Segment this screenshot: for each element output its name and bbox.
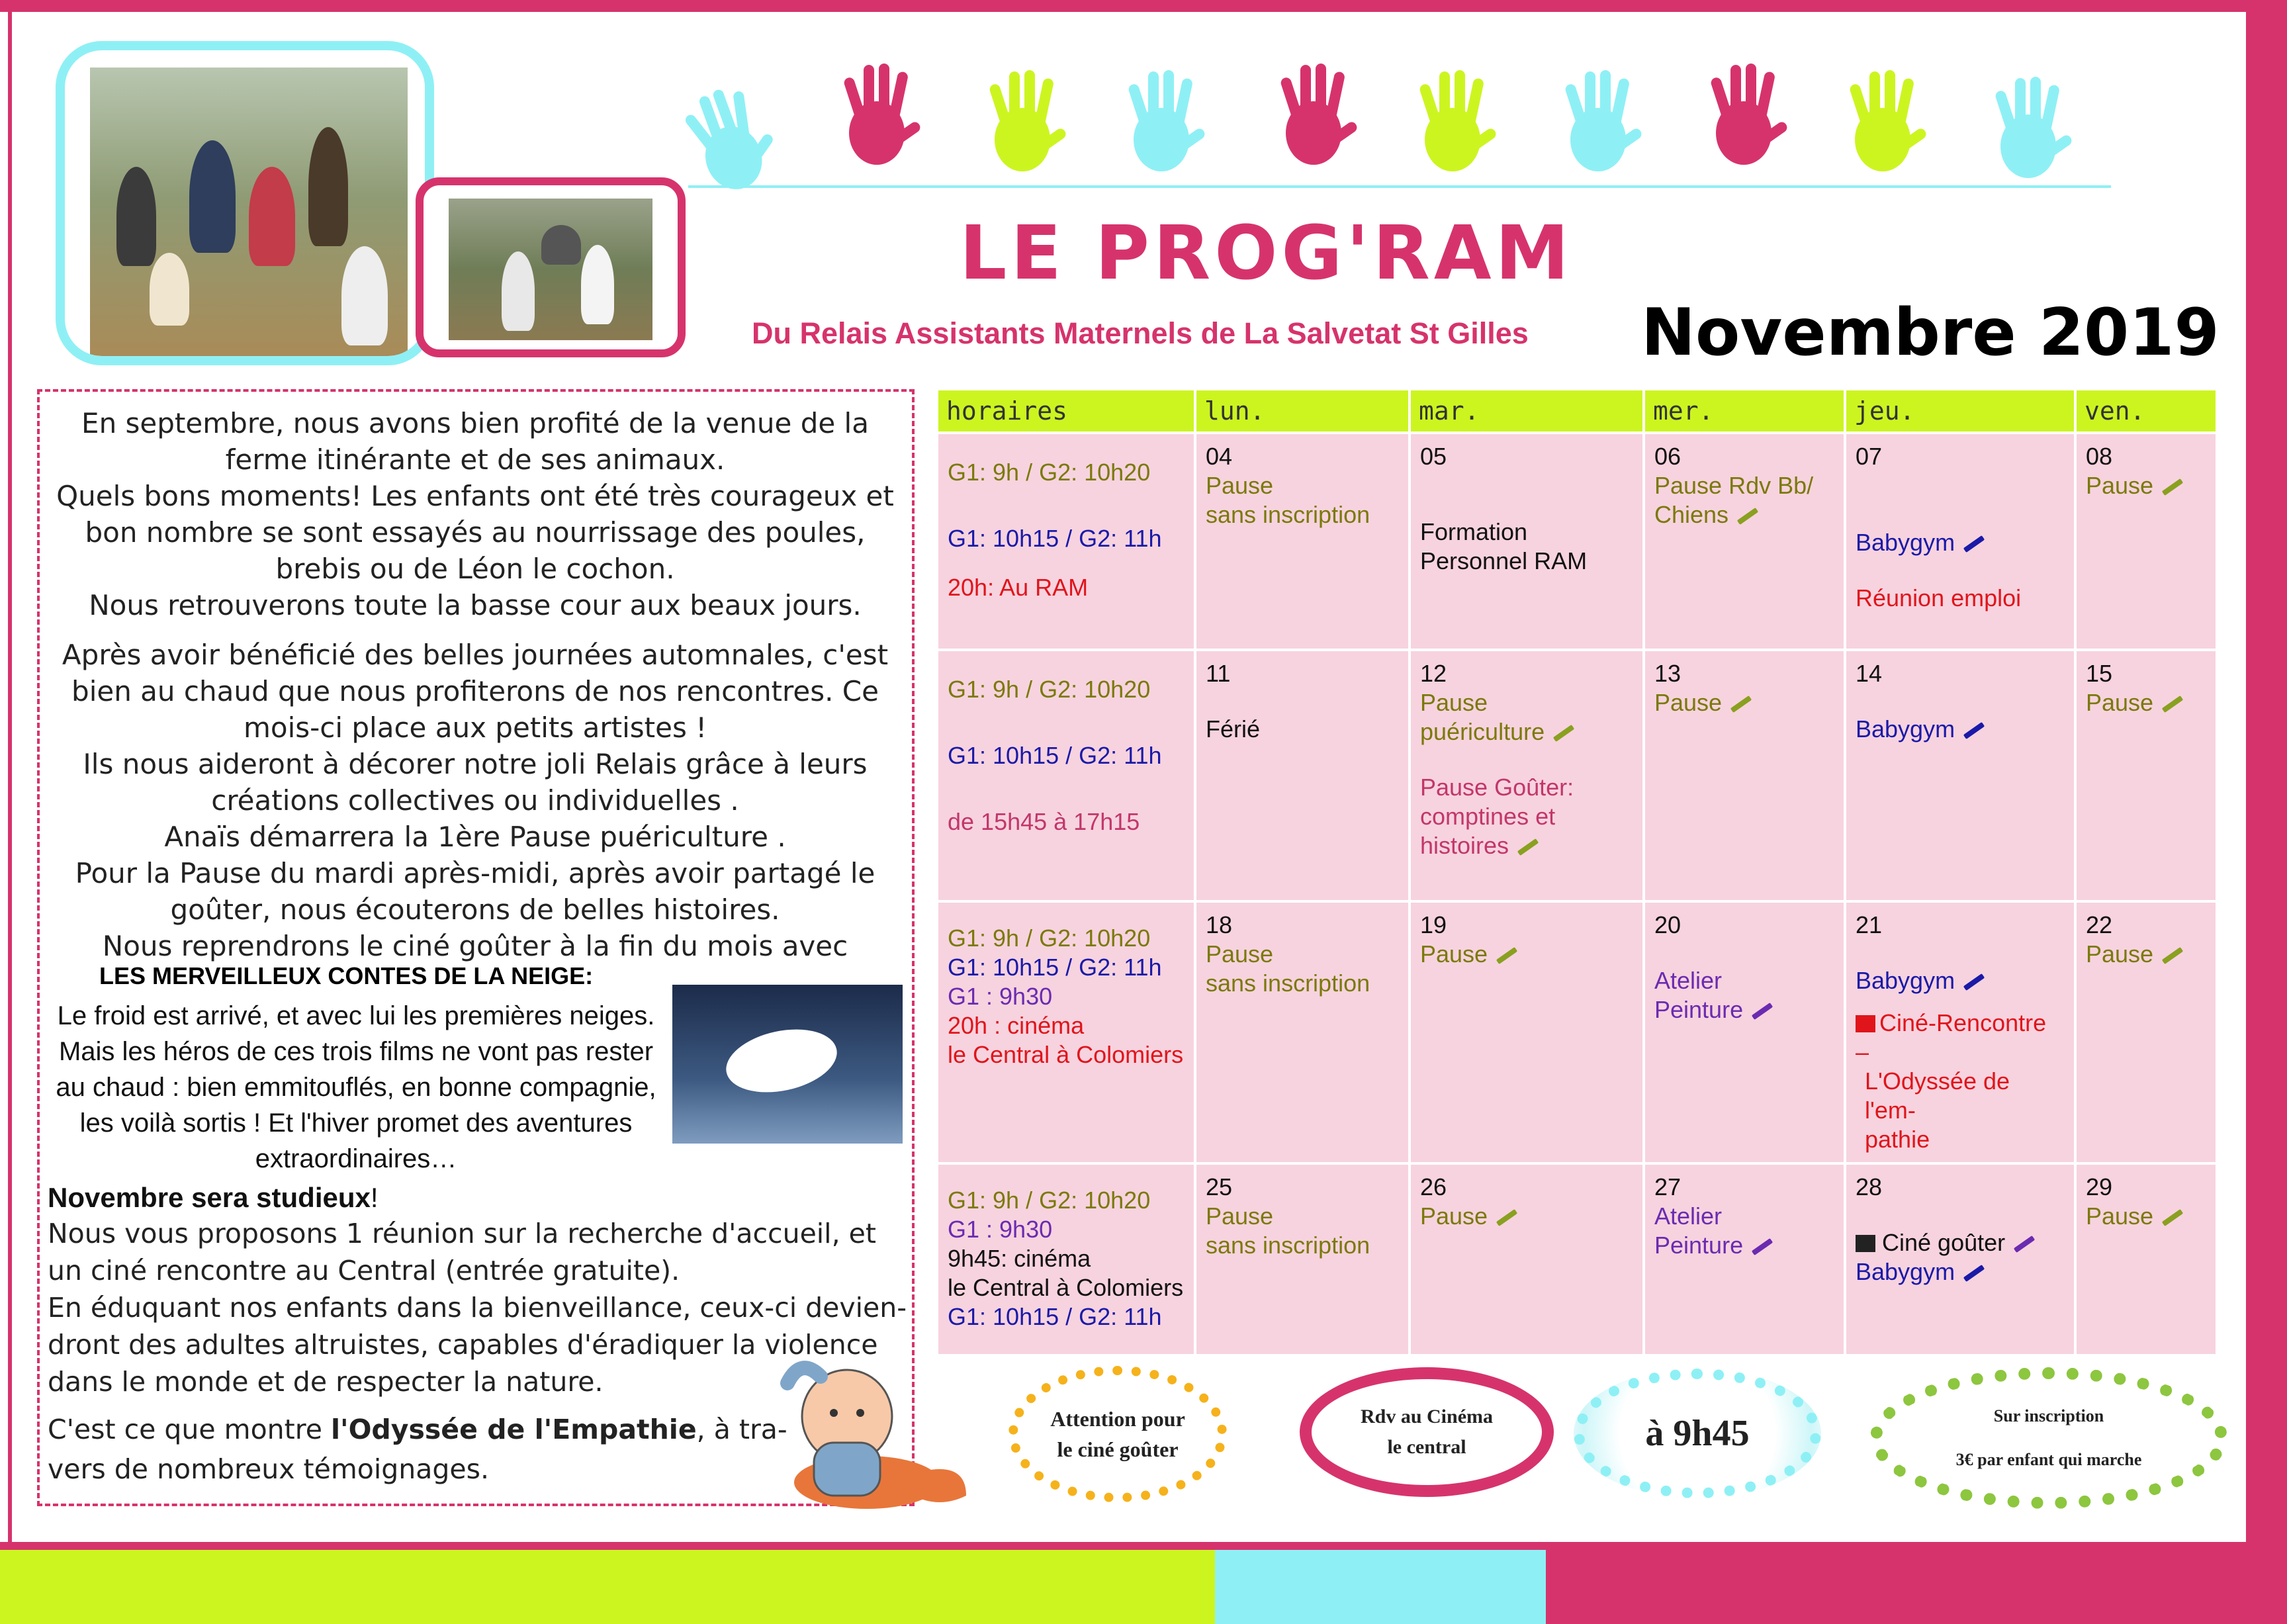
event-label: Chiens bbox=[1654, 501, 1729, 528]
day-number: 14 bbox=[1856, 660, 1883, 687]
intro-text: Nous reprendrons le ciné goûter à la fin du mois avec bbox=[102, 930, 848, 962]
intro-text: Quels bons moments! Les enfants ont été très courageux et bon nombre se sont essayés au nourrissage des poules, brebis ou de Léon le cochon. bbox=[56, 480, 894, 585]
event-label: Babygym bbox=[1856, 967, 1955, 994]
day-cell bbox=[1846, 1165, 2074, 1354]
horaire: le Central à Colomiers bbox=[948, 1274, 1184, 1301]
header-lundi: lun. bbox=[1196, 390, 1408, 431]
top-border bbox=[0, 0, 2287, 12]
day-cell bbox=[1411, 903, 1642, 1162]
event-label: Pause bbox=[1420, 940, 1488, 968]
body-text: En éduquant nos enfants dans la bienveillance, ceux-ci devien-dront des adultes altruistes, capables d'éradiquer la violence dans le monde et de respecter la nature. bbox=[48, 1292, 907, 1398]
header-divider bbox=[688, 185, 2111, 188]
horaire: G1: 9h / G2: 10h20 bbox=[948, 1187, 1151, 1214]
day-cell bbox=[1196, 651, 1408, 900]
event-label: Pause Rdv Bb/ bbox=[1654, 472, 1814, 499]
horaire: 9h45: cinéma bbox=[948, 1245, 1091, 1272]
event-label: histoires bbox=[1420, 832, 1509, 859]
event-label: Babygym bbox=[1856, 1258, 1955, 1285]
notice-line: Rdv au Cinéma bbox=[1360, 1406, 1494, 1427]
event-label: puériculture bbox=[1420, 718, 1545, 745]
event-label: sans inscription bbox=[1206, 970, 1370, 997]
pencil-icon bbox=[2014, 1236, 2035, 1253]
horaire: G1 : 9h30 bbox=[948, 983, 1053, 1010]
day-cell bbox=[1411, 434, 1642, 649]
calendar-table bbox=[936, 388, 2218, 1357]
event-label: sans inscription bbox=[1206, 1232, 1370, 1259]
notice-line: 3€ par enfant qui marche bbox=[1955, 1450, 2142, 1469]
notice-line: Attention pour bbox=[1050, 1407, 1185, 1431]
notice-line: Sur inscription bbox=[1993, 1406, 2104, 1425]
event-label: Pause bbox=[2086, 1202, 2154, 1230]
pencil-icon bbox=[1752, 1003, 1773, 1020]
pencil-icon bbox=[2162, 947, 2183, 964]
pencil-icon bbox=[1496, 1209, 1517, 1226]
horaire: G1: 10h15 / G2: 11h bbox=[948, 1303, 1162, 1330]
page-subtitle: Du Relais Assistants Maternels de La Salvetat St Gilles bbox=[752, 316, 1529, 350]
day-number: 29 bbox=[2086, 1173, 2113, 1200]
horaire: 20h : cinéma bbox=[948, 1012, 1085, 1039]
horaires-cell bbox=[938, 434, 1194, 649]
day-cell bbox=[2077, 1165, 2216, 1354]
event-label: Pause bbox=[2086, 472, 2154, 499]
right-border bbox=[2246, 0, 2287, 1624]
notice-line: le ciné goûter bbox=[1057, 1437, 1179, 1461]
bottom-stripe-lime bbox=[0, 1550, 1215, 1624]
day-number: 08 bbox=[2086, 443, 2113, 470]
odyssee-title: l'Odyssée de l'Empathie bbox=[330, 1414, 697, 1445]
event-label: Pause bbox=[1206, 1202, 1274, 1230]
farm-photo-large bbox=[56, 41, 434, 365]
event-label: Ciné goûter bbox=[1882, 1229, 2006, 1256]
horaire: G1: 10h15 / G2: 11h bbox=[948, 525, 1162, 552]
odyssee-pre: C'est ce que montre bbox=[48, 1414, 331, 1445]
pencil-icon bbox=[1963, 1265, 1985, 1282]
event-label: comptines et bbox=[1420, 803, 1556, 830]
calendar-header-row bbox=[938, 390, 2216, 431]
horaires-cell bbox=[938, 1165, 1194, 1354]
horaires-cell bbox=[938, 651, 1194, 900]
horaire: G1: 10h15 / G2: 11h bbox=[948, 954, 1162, 981]
day-cell bbox=[1196, 434, 1408, 649]
bottom-stripe-pink bbox=[1546, 1550, 2287, 1624]
event-label: Atelier bbox=[1654, 1202, 1723, 1230]
event-label: Atelier bbox=[1654, 967, 1723, 994]
day-cell bbox=[2077, 651, 2216, 900]
day-cell bbox=[2077, 434, 2216, 649]
horaire: G1: 9h / G2: 10h20 bbox=[948, 676, 1151, 703]
day-number: 22 bbox=[2086, 911, 2113, 938]
handprint-icons bbox=[668, 50, 2111, 196]
day-cell bbox=[1411, 651, 1642, 900]
day-number: 18 bbox=[1206, 911, 1233, 938]
event-label: L'Odyssée de l'em- bbox=[1865, 1067, 2010, 1124]
intro-paragraph-2 bbox=[45, 637, 905, 964]
pencil-icon bbox=[1496, 947, 1517, 964]
day-number: 28 bbox=[1856, 1173, 1883, 1200]
cartoon-child-icon bbox=[768, 1343, 986, 1522]
event-label: Pause bbox=[1654, 689, 1723, 716]
farm-photo-small-image bbox=[449, 199, 652, 340]
event-label: Ciné-Rencontre – bbox=[1856, 1009, 2047, 1065]
page-title: LE PROG'RAM bbox=[960, 210, 1573, 296]
studieux-bold: Novembre sera studieux bbox=[48, 1182, 371, 1213]
pencil-icon bbox=[1553, 725, 1574, 742]
bottom-border bbox=[0, 1542, 2247, 1550]
event-label: Babygym bbox=[1856, 529, 1955, 556]
horaire: le Central à Colomiers bbox=[948, 1041, 1184, 1068]
day-cell bbox=[1645, 1165, 1844, 1354]
day-number: 26 bbox=[1420, 1173, 1447, 1200]
handprints-decoration bbox=[668, 50, 2111, 196]
calendar-week-row bbox=[938, 1165, 2216, 1354]
event-label: Personnel RAM bbox=[1420, 547, 1588, 574]
horaires-cell bbox=[938, 903, 1194, 1162]
notice-rdv-cinema bbox=[1300, 1367, 1554, 1497]
horaire: de 15h45 à 17h15 bbox=[948, 808, 1140, 835]
day-number: 04 bbox=[1206, 443, 1233, 470]
event-label: Pause bbox=[1206, 940, 1274, 968]
day-cell bbox=[1196, 903, 1408, 1162]
event-label: Peinture bbox=[1654, 1232, 1744, 1259]
day-cell bbox=[1846, 903, 2074, 1162]
odyssee-post: , à tra-vers de nombreux témoignages. bbox=[48, 1414, 787, 1485]
day-number: 12 bbox=[1420, 660, 1447, 687]
month-heading: Novembre 2019 bbox=[1641, 295, 2220, 371]
clapperboard-icon bbox=[1856, 1235, 1875, 1252]
day-cell bbox=[1645, 434, 1844, 649]
header-mercredi: mer. bbox=[1645, 390, 1844, 431]
clapperboard-icon bbox=[1856, 1015, 1875, 1032]
day-number: 25 bbox=[1206, 1173, 1233, 1200]
event-label: Pause bbox=[1420, 1202, 1488, 1230]
notice-line: à 9h45 bbox=[1645, 1413, 1750, 1454]
day-number: 05 bbox=[1420, 443, 1447, 470]
snowman-figure bbox=[721, 1020, 843, 1101]
day-number: 15 bbox=[2086, 660, 2113, 687]
contes-title: LES MERVEILLEUX CONTES DE LA NEIGE: bbox=[99, 962, 594, 989]
calendar-week-row bbox=[938, 434, 2216, 649]
day-cell bbox=[1645, 651, 1844, 900]
pencil-icon bbox=[1730, 696, 1752, 713]
event-label: Férié bbox=[1206, 715, 1261, 743]
farm-photo-image bbox=[90, 68, 408, 359]
day-number: 07 bbox=[1856, 443, 1883, 470]
horaire: G1: 10h15 / G2: 11h bbox=[948, 742, 1162, 769]
event-label: Pause bbox=[2086, 689, 2154, 716]
intro-text: Pour la Pause du mardi après-midi, après avoir partagé le goûter, nous écouterons de belles histoires. bbox=[75, 857, 875, 926]
pencil-icon bbox=[2162, 478, 2183, 496]
day-cell bbox=[1411, 1165, 1642, 1354]
calendar-week-row bbox=[938, 651, 2216, 900]
notice-line: le central bbox=[1387, 1436, 1466, 1458]
pencil-icon bbox=[1963, 535, 1985, 553]
event-label: Pause bbox=[2086, 940, 2154, 968]
pencil-icon bbox=[1752, 1238, 1773, 1255]
intro-text: En septembre, nous avons bien profité de la venue de la ferme itinérante et de ses animaux. bbox=[81, 407, 869, 476]
odyssee-paragraph bbox=[48, 1410, 795, 1489]
day-number: 06 bbox=[1654, 443, 1682, 470]
day-number: 19 bbox=[1420, 911, 1447, 938]
intro-paragraph-1 bbox=[45, 405, 905, 623]
notice-cine-gouter bbox=[1009, 1366, 1227, 1502]
event-label: Babygym bbox=[1856, 715, 1955, 743]
intro-text: Nous retrouverons toute la basse cour aux beaux jours. bbox=[89, 589, 862, 621]
day-cell bbox=[1846, 651, 2074, 900]
snowman-film-image bbox=[672, 985, 903, 1144]
intro-text: Ils nous aideront à décorer notre joli Relais grâce à leurs créations collectives ou individuelles . bbox=[83, 748, 868, 817]
day-cell bbox=[2077, 903, 2216, 1162]
header-mardi: mar. bbox=[1411, 390, 1642, 431]
event-label: Pause Goûter: bbox=[1420, 774, 1574, 801]
pencil-icon bbox=[1517, 838, 1539, 856]
day-number: 13 bbox=[1654, 660, 1682, 687]
event-label: Pause bbox=[1420, 689, 1488, 716]
farm-photo-small bbox=[416, 177, 686, 357]
horaire: G1: 9h / G2: 10h20 bbox=[948, 459, 1151, 486]
notice-time bbox=[1574, 1369, 1821, 1498]
horaire: G1 : 9h30 bbox=[948, 1216, 1053, 1243]
pencil-icon bbox=[2162, 696, 2183, 713]
day-cell bbox=[1846, 434, 2074, 649]
event-label: Formation bbox=[1420, 518, 1528, 545]
horaire: G1: 9h / G2: 10h20 bbox=[948, 925, 1151, 952]
calendar-week-row bbox=[938, 903, 2216, 1162]
studieux-heading bbox=[48, 1182, 379, 1214]
header-jeudi: jeu. bbox=[1846, 390, 2074, 431]
day-number: 20 bbox=[1654, 911, 1682, 938]
day-cell bbox=[1645, 903, 1844, 1162]
intro-text: Après avoir bénéficié des belles journées automnales, c'est bien au chaud que nous profiterons de nos rencontres. Ce mois-ci place aux petits artistes ! bbox=[62, 639, 889, 744]
day-number: 11 bbox=[1206, 660, 1231, 687]
studieux-tail: ! bbox=[370, 1182, 379, 1213]
day-cell bbox=[1196, 1165, 1408, 1354]
pencil-icon bbox=[2162, 1209, 2183, 1226]
event-label: Pause bbox=[1206, 472, 1274, 499]
pencil-icon bbox=[1963, 973, 1985, 991]
event-label: Réunion emploi bbox=[1856, 584, 2022, 611]
body-text: Nous vous proposons 1 réunion sur la recherche d'accueil, et un ciné rencontre au Central (entrée gratuite). bbox=[48, 1218, 876, 1286]
pencil-icon bbox=[1963, 722, 1985, 739]
day-number: 21 bbox=[1856, 911, 1883, 938]
day-number: 27 bbox=[1654, 1173, 1682, 1200]
contes-description bbox=[45, 998, 667, 1177]
horaire: 20h: Au RAM bbox=[948, 574, 1089, 601]
event-label: pathie bbox=[1865, 1126, 1930, 1153]
header-horaires: horaires bbox=[938, 390, 1194, 431]
event-label: Peinture bbox=[1654, 996, 1744, 1023]
header-vendredi: ven. bbox=[2077, 390, 2216, 431]
bottom-stripe-cyan bbox=[1215, 1550, 1546, 1624]
notice-inscription bbox=[1870, 1367, 2227, 1509]
pencil-icon bbox=[1737, 508, 1758, 525]
contes-text: Le froid est arrivé, et avec lui les premières neiges. Mais les héros de ces trois films ne vont pas rester au chaud : bien emmitouflés, en bonne compagnie, les voilà sortis ! Et l'hiver promet des aventures extraordinaires… bbox=[56, 1001, 656, 1173]
intro-text: Anaïs démarrera la 1ère Pause puériculture . bbox=[164, 821, 786, 853]
event-label: sans inscription bbox=[1206, 501, 1370, 528]
